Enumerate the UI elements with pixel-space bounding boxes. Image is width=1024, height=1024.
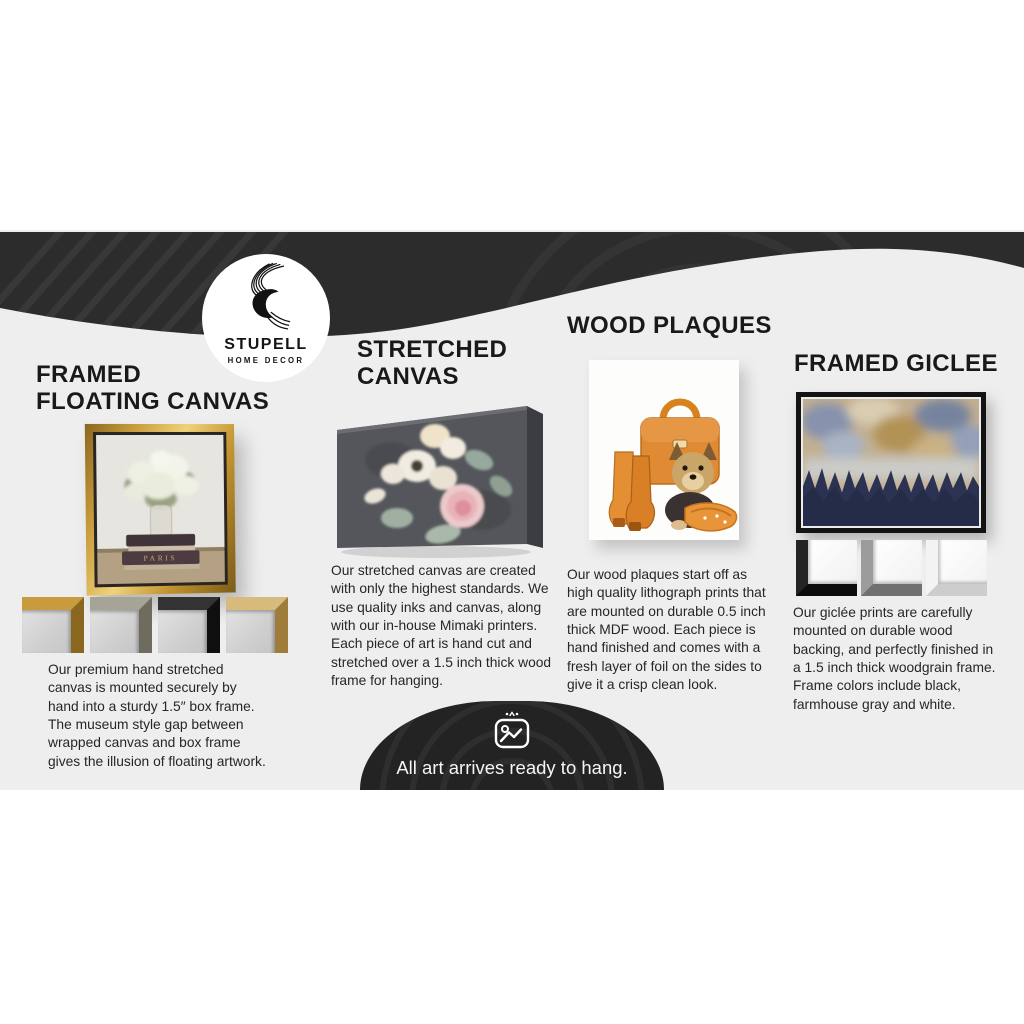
wood-plaque-artwork [589, 360, 739, 540]
frame-sample-gray-giclee [861, 540, 922, 596]
giclee-product-image [796, 392, 986, 533]
footer-message: All art arrives ready to hang. [396, 757, 628, 778]
giclee-frame-gap [801, 397, 981, 528]
brand-tagline: HOME DECOR [227, 356, 305, 365]
section-title-giclee: FRAMED GICLEE [794, 350, 998, 377]
floating-canvas-artwork [96, 435, 225, 584]
frame-sample-gold [22, 597, 84, 653]
floating-canvas-product-image [85, 424, 236, 596]
frame-sample-champagne [226, 597, 288, 653]
floating-canvas-museum-gap [93, 432, 228, 587]
stretched-canvas-product-image [331, 400, 549, 560]
title-stretched-line1: STRETCHED [357, 336, 508, 363]
floating-description: Our premium hand stretched canvas is mounted securely by hand into a sturdy 1.5″ box frame. The museum style gap between wrapped canvas and box frame gives the illusion of floating artwork. [48, 662, 266, 769]
wood-plaque-product-image [589, 360, 739, 540]
frame-sample-black [158, 597, 220, 653]
title-floating-line2: FLOATING CANVAS [36, 387, 270, 415]
giclee-artwork [803, 399, 979, 526]
title-floating-line1: FRAMED [36, 361, 142, 388]
wood-description: Our wood plaques start off as high quality lithograph prints that are mounted on durable 0.5 inch thick MDF wood. Each piece is hand finished and comes with a fresh layer of foil on the sides to give it a crisp clean look. [567, 567, 766, 693]
stupell-swirl-s-icon [235, 262, 297, 334]
title-stretched-line2: CANVAS [357, 362, 459, 390]
frame-sample-black-giclee [796, 540, 857, 596]
book-spine-label: PARIS [143, 554, 178, 563]
giclee-frame-samples [796, 540, 987, 596]
brand-name: STUPELL [224, 336, 308, 353]
floating-frame-samples [22, 597, 288, 653]
stretched-description: Our stretched canvas are created with only the highest standards. We use quality inks and canvas, along with our in-house Mimaki printers. Each piece of art is hand cut and stretched over a 1.5 inch thick wood frame for hanging. [331, 563, 552, 689]
footer-dome [360, 701, 664, 790]
section-title-wood: WOOD PLAQUES [567, 312, 772, 339]
frame-sample-white-giclee [926, 540, 987, 596]
section-title-stretched [357, 337, 507, 391]
framed-picture-icon [490, 711, 534, 753]
giclee-description: Our giclée prints are carefully mounted on durable wood backing, and perfectly finished in a 1.5 inch thick woodgrain frame. Frame colors include black, farmhouse gray and white. [793, 605, 996, 712]
brand-logo [202, 254, 330, 382]
frame-sample-pewter [90, 597, 152, 653]
stretched-canvas-artwork [331, 400, 549, 560]
top-wave-decoration [0, 228, 1024, 346]
